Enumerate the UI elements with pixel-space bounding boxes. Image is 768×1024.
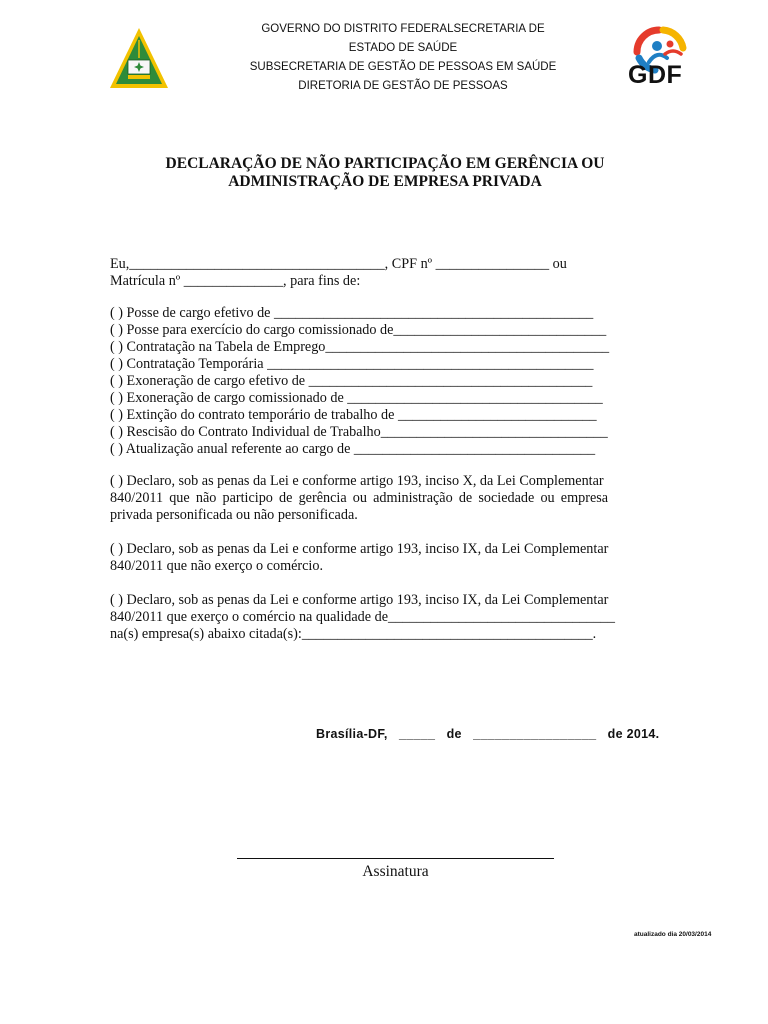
declaration-commerce (110, 592, 658, 643)
declaration-line: 840/2011 que não exerço o comércio. (110, 558, 323, 574)
intro-line-2: Matrícula nº ______________, para fins de: (110, 273, 361, 289)
option-item: ( ) Atualização anual referente ao cargo de __________________________________ (110, 441, 596, 457)
df-emblem-logo (108, 26, 170, 90)
header-line-1: GOVERNO DO DISTRITO FEDERALSECRETARIA DE (261, 23, 545, 35)
declaration-line: privada personificada ou não personificada. (110, 507, 358, 523)
document-title (100, 155, 670, 191)
declarant-identification (110, 256, 658, 290)
option-item: ( ) Contratação na Tabela de Emprego________________________________________ (110, 339, 610, 355)
purpose-options-list (110, 305, 658, 458)
institution-header (230, 20, 576, 96)
title-line-2: ADMINISTRAÇÃO DE EMPRESA PRIVADA (228, 173, 542, 190)
option-item: ( ) Rescisão do Contrato Individual de Trabalho________________________________ (110, 424, 608, 440)
declaration-line: ( ) Declaro, sob as penas da Lei e conforme artigo 193, inciso IX, da Lei Complementar (110, 592, 609, 608)
declaration-line: 840/2011 que não participo de gerência ou administração de sociedade ou empresa (110, 490, 609, 506)
declaration-no-commerce (110, 541, 658, 575)
declaration-line: ( ) Declaro, sob as penas da Lei e conforme artigo 193, inciso IX, da Lei Complementar (110, 541, 609, 557)
option-item: ( ) Exoneração de cargo comissionado de ____________________________________ (110, 390, 603, 406)
option-item: ( ) Posse para exercício do cargo comissionado de______________________________ (110, 322, 607, 338)
option-item: ( ) Posse de cargo efetivo de _____________________________________________ (110, 305, 594, 321)
gdf-logo-text: GDF (628, 61, 683, 89)
header-line-2: ESTADO DE SAÚDE (348, 42, 458, 54)
option-item: ( ) Exoneração de cargo efetivo de ________________________________________ (110, 373, 593, 389)
title-line-1: DECLARAÇÃO DE NÃO PARTICIPAÇÃO EM GERÊNCIA OU (165, 155, 605, 172)
signature-label: Assinatura (362, 863, 429, 880)
place-date-line: Brasília-DF, _____ de _________________ de 2014. (316, 727, 660, 741)
option-item: ( ) Contratação Temporária ______________________________________________ (110, 356, 594, 372)
updated-date-note: atualizado dia 20/03/2014 (634, 931, 712, 938)
option-item: ( ) Extinção do contrato temporário de trabalho de ____________________________ (110, 407, 597, 423)
header-line-3: SUBSECRETARIA DE GESTÃO DE PESSOAS EM SAÚDE (249, 61, 557, 73)
header-line-4: DIRETORIA DE GESTÃO DE PESSOAS (298, 80, 508, 92)
declaration-line: ( ) Declaro, sob as penas da Lei e conforme artigo 193, inciso X, da Lei Complementar (110, 473, 604, 489)
intro-line-1: Eu,____________________________________, CPF nº ________________ ou (110, 256, 567, 272)
declaration-no-management (110, 473, 658, 524)
signature-line (237, 858, 554, 859)
declaration-line: na(s) empresa(s) abaixo citada(s):_________________________________________. (110, 626, 597, 642)
declaration-line: 840/2011 que exerço o comércio na qualidade de________________________________ (110, 609, 615, 625)
